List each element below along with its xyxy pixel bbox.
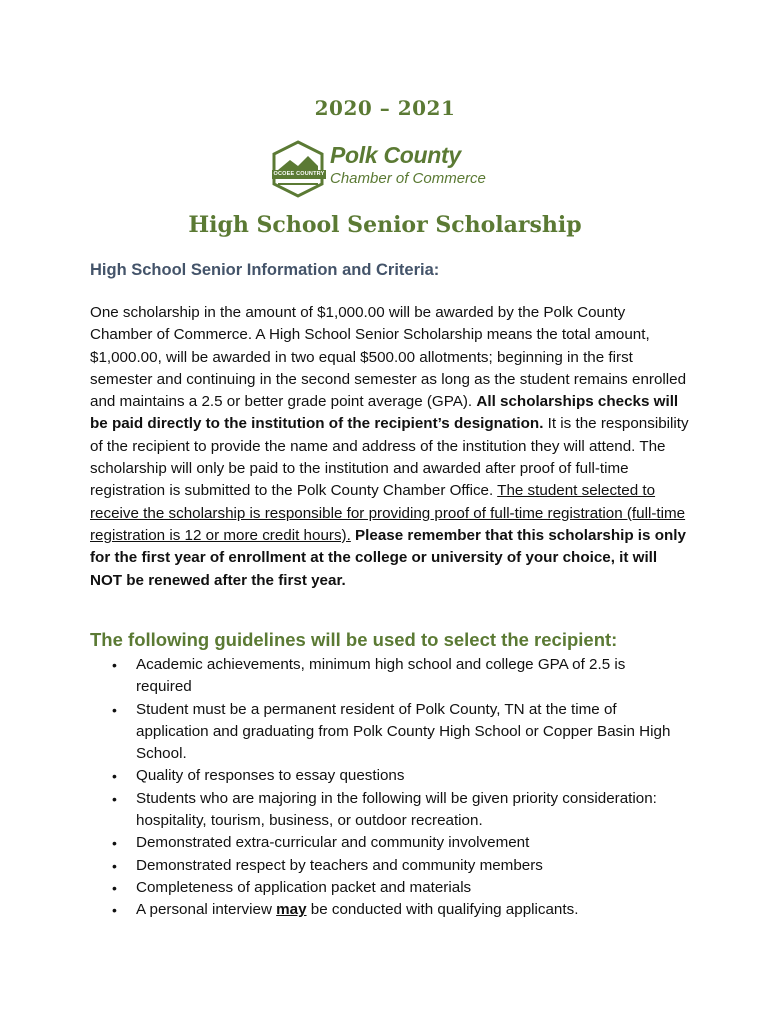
bullet-icon: • [112,902,117,919]
list-item [90,788,680,833]
list-item-text [136,901,578,918]
paragraph-text: It is the responsibility of the recipient to provide the name and address of the institution they will attend. The scholarship will only be paid to the institution and awarded after proof of full-time registration is submitted to the Polk County Chamber Office. [90,415,689,500]
bullet-icon: • [112,701,117,718]
page-title: High School Senior Scholarship [188,212,582,238]
emphasis-may: may [276,901,307,919]
list-item [90,654,680,699]
guidelines-list [90,654,680,922]
chamber-logo [268,140,508,198]
list-item-text-part: be conducted with qualifying applicants. [306,901,579,919]
criteria-heading: High School Senior Information and Criteria: [90,261,440,279]
list-item-text-part: A personal interview [136,901,277,919]
list-item-text: Demonstrated extra-curricular and community involvement [136,834,530,852]
paragraph-text: One scholarship in the amount of $1,000.00 will be awarded by the Polk County Chamber of Commerce. A High School Senior Scholarship means the total amount, $1,000.00, will be awarded in two equal $500.00 allotments; beginning in the first semester and continuing in the second semester as long as the student remains enrolled and maintains a 2.5 or better grade point average (GPA). [90,304,687,411]
bullet-icon: • [112,790,117,807]
guidelines-heading: The following guidelines will be used to select the recipient: [90,629,618,650]
bullet-icon: • [112,857,117,874]
list-item-text: Students who are majoring in the following will be given priority consideration: hospitality, tourism, business, or outdoor recreation. [136,789,657,830]
criteria-paragraph [90,302,690,592]
org-name-primary: Polk County [330,142,461,168]
bullet-icon: • [112,768,117,785]
list-item [90,877,680,899]
first-year-notice: Please remember that this scholarship is only for the first year of enrollment at the college or university of your choice, it will NOT be renewed after the first year. [90,526,686,589]
list-item-text: Academic achievements, minimum high school and college GPA of 2.5 is required [136,656,626,696]
list-item [90,855,680,877]
list-item [90,832,680,854]
list-item-text: Quality of responses to essay questions [136,767,405,785]
list-item-text: Completeness of application packet and materials [136,878,472,896]
list-item [90,899,680,921]
registration-proof-notice: The student selected to receive the scholarship is responsible for providing proof of full-time registration (full-time registration is 12 or more credit hours). [90,482,686,544]
bullet-icon: • [112,835,117,852]
bullet-icon: • [112,879,117,896]
org-name-secondary: Chamber of Commerce [330,170,486,187]
mountain-hexagon-icon [268,140,328,198]
school-year: 2020 – 2021 [314,96,456,120]
list-item-text: Student must be a permanent resident of Polk County, TN at the time of application and graduating from Polk County High School or Copper Basin High School. [136,700,671,763]
bullet-icon: • [112,657,117,673]
logo-badge: OCOEE COUNTRY [273,171,325,177]
payment-notice: All scholarships checks will be paid directly to the institution of the recipient’s designation. [90,393,679,433]
list-item [90,765,680,787]
list-item-text: Demonstrated respect by teachers and community members [136,856,543,874]
list-item [90,699,680,766]
